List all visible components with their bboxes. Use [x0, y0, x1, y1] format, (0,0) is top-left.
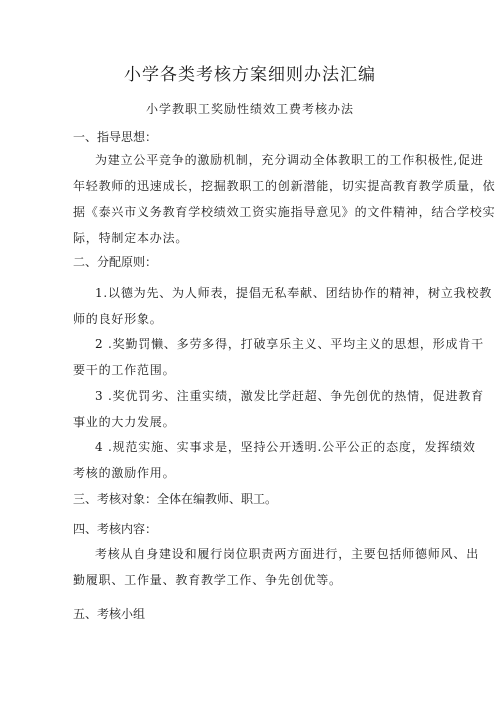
section-heading-distribution-principles: 二、分配原则：: [73, 255, 158, 269]
document-subtitle: 小学教职工奖励性绩效工费考核办法: [145, 102, 354, 116]
text-line: 为建立公平竞争的激励机制，充分调动全体教职工的工作积极性,促进: [95, 153, 484, 167]
principle-item-3: [73, 383, 484, 435]
text-line: 据《泰兴市义务教育学校绩效工资实施指导意见》的文件精神，结合学校实: [73, 205, 496, 219]
text-line: 3 .奖优罚劣、注重实绩，激发比学赶超、争先创优的热情，促进教育: [95, 389, 484, 403]
paragraph-guiding-ideology: [73, 147, 496, 251]
text-line: 勤履职、工作量、教育教学工作、争先创优等。: [73, 573, 342, 587]
section-heading-assessment-content: 四、考核内容：: [73, 522, 158, 536]
text-line: 4 .规范实施、实事求是，坚持公开透明.公平公正的态度，发挥绩效: [95, 440, 476, 454]
document-title: 小学各类考核方案细则办法汇编: [124, 65, 376, 85]
text-line: 考核的激励作用。: [73, 466, 176, 480]
section-heading-assessment-targets: 三、考核对象：全体在编教师、职工。: [73, 492, 278, 506]
text-line: 要干的工作范围。: [73, 363, 176, 377]
section-heading-assessment-group: 五、考核小组: [73, 607, 146, 621]
paragraph-assessment-content: [73, 541, 480, 593]
text-line: 年轻教师的迅速成长，挖掘教职工的创新潜能，切实提高教育教学质量，依: [73, 179, 496, 193]
text-line: 2 .奖勤罚懒、多劳多得，打破享乐主义、平均主义的思想，形成肯干: [95, 337, 484, 351]
principle-item-4: [73, 434, 476, 486]
text-line: 师的良好形象。: [73, 312, 163, 326]
text-line: 1.以德为先、为人师表，提倡无私奉献、团结协作的精神，树立我校教: [95, 286, 493, 300]
principle-item-2: [73, 331, 484, 383]
text-line: 考核从自身建设和履行岗位职责两方面进行，主要包括师德师风、出: [95, 547, 480, 561]
principle-item-1: [73, 280, 493, 332]
text-line: 事业的大力发展。: [73, 415, 176, 429]
section-heading-guiding-ideology: 一、指导思想：: [73, 130, 158, 144]
text-line: 际，特制定本办法。: [73, 231, 189, 245]
